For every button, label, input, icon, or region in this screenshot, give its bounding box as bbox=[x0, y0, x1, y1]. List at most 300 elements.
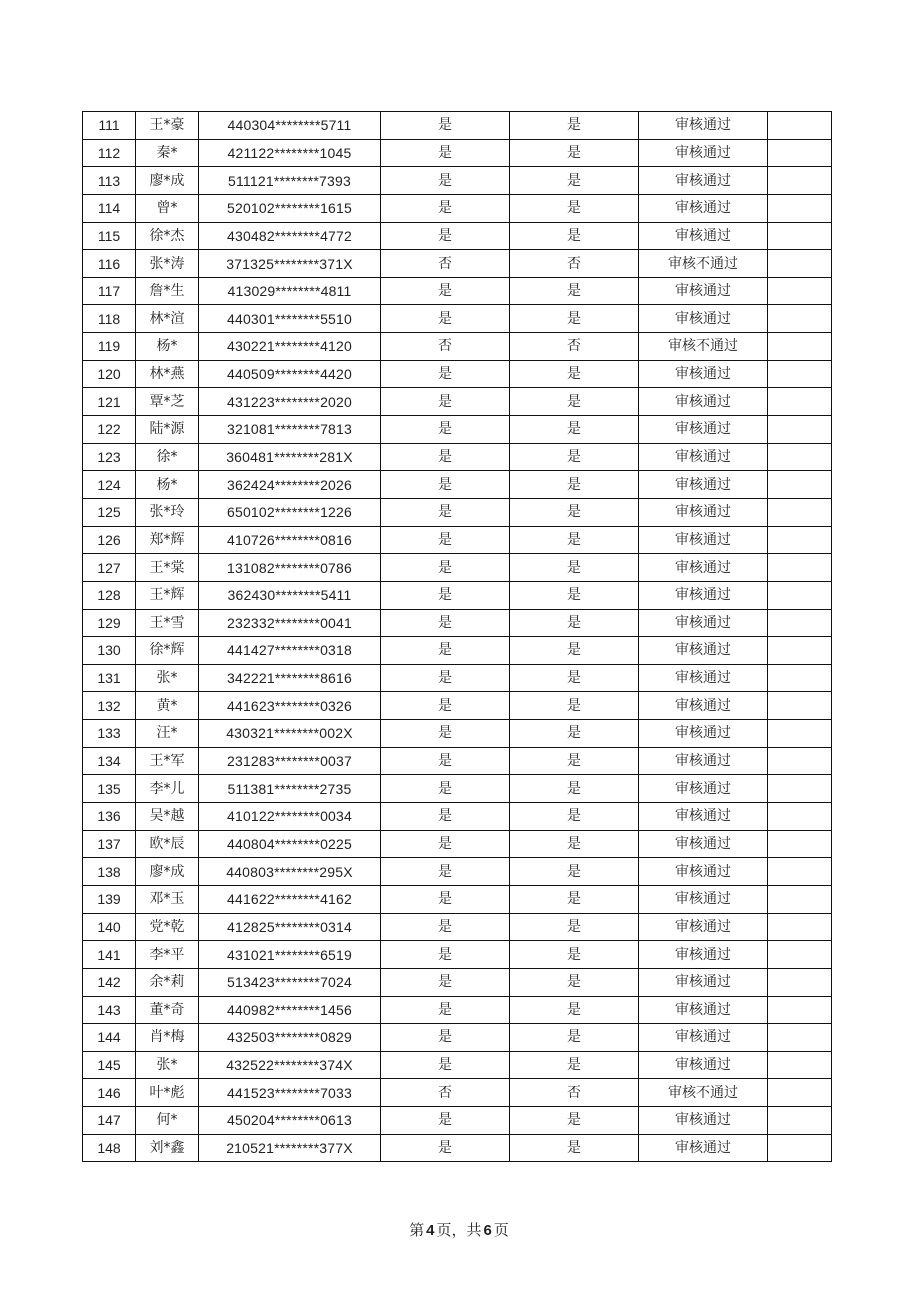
criterion-a-cell: 是 bbox=[381, 830, 510, 858]
id-number-cell: 440509********4420 bbox=[199, 360, 381, 388]
criterion-a-cell: 是 bbox=[381, 1051, 510, 1079]
row-number-cell: 143 bbox=[83, 996, 136, 1024]
footer-middle: 页，共 bbox=[436, 1221, 482, 1239]
id-number-cell: 440304********5711 bbox=[199, 112, 381, 140]
criterion-b-cell: 是 bbox=[510, 305, 639, 333]
id-number-cell: 410122********0034 bbox=[199, 803, 381, 831]
remark-cell bbox=[768, 996, 832, 1024]
id-number-cell: 520102********1615 bbox=[199, 194, 381, 222]
criterion-a-cell: 是 bbox=[381, 747, 510, 775]
remark-cell bbox=[768, 720, 832, 748]
criterion-b-cell: 是 bbox=[510, 1024, 639, 1052]
id-number-cell: 441523********7033 bbox=[199, 1079, 381, 1107]
criterion-a-cell: 是 bbox=[381, 913, 510, 941]
remark-cell bbox=[768, 775, 832, 803]
page-footer bbox=[0, 1219, 918, 1240]
criterion-b-cell: 是 bbox=[510, 498, 639, 526]
remark-cell bbox=[768, 498, 832, 526]
criterion-b-cell: 是 bbox=[510, 996, 639, 1024]
row-number-cell: 136 bbox=[83, 803, 136, 831]
applicant-name-cell: 覃*芝 bbox=[136, 388, 199, 416]
applicant-name-cell: 林*燕 bbox=[136, 360, 199, 388]
applicant-name-cell: 汪* bbox=[136, 720, 199, 748]
applicant-name-cell: 王*棠 bbox=[136, 554, 199, 582]
criterion-a-cell: 是 bbox=[381, 720, 510, 748]
remark-cell bbox=[768, 139, 832, 167]
table-row bbox=[83, 194, 832, 222]
table-row bbox=[83, 581, 832, 609]
id-number-cell: 362430********5411 bbox=[199, 581, 381, 609]
current-page-number: 4 bbox=[426, 1222, 435, 1239]
remark-cell bbox=[768, 112, 832, 140]
remark-cell bbox=[768, 416, 832, 444]
criterion-a-cell: 是 bbox=[381, 222, 510, 250]
table-row bbox=[83, 305, 832, 333]
applicant-name-cell: 曾* bbox=[136, 194, 199, 222]
criterion-a-cell: 是 bbox=[381, 194, 510, 222]
remark-cell bbox=[768, 388, 832, 416]
review-status-cell: 审核通过 bbox=[639, 167, 768, 195]
applicant-name-cell: 李*儿 bbox=[136, 775, 199, 803]
row-number-cell: 120 bbox=[83, 360, 136, 388]
review-status-cell: 审核通过 bbox=[639, 305, 768, 333]
applicant-name-cell: 张*涛 bbox=[136, 250, 199, 278]
row-number-cell: 117 bbox=[83, 277, 136, 305]
remark-cell bbox=[768, 664, 832, 692]
criterion-b-cell: 否 bbox=[510, 250, 639, 278]
applicant-name-cell: 杨* bbox=[136, 471, 199, 499]
remark-cell bbox=[768, 360, 832, 388]
review-status-cell: 审核通过 bbox=[639, 222, 768, 250]
applicant-name-cell: 廖*成 bbox=[136, 167, 199, 195]
table-row bbox=[83, 664, 832, 692]
review-status-cell: 审核不通过 bbox=[639, 250, 768, 278]
review-status-cell: 审核通过 bbox=[639, 858, 768, 886]
table-row bbox=[83, 1079, 832, 1107]
table-row bbox=[83, 1051, 832, 1079]
review-status-cell: 审核通过 bbox=[639, 692, 768, 720]
applicant-name-cell: 陆*源 bbox=[136, 416, 199, 444]
review-status-cell: 审核通过 bbox=[639, 526, 768, 554]
remark-cell bbox=[768, 305, 832, 333]
remark-cell bbox=[768, 803, 832, 831]
id-number-cell: 362424********2026 bbox=[199, 471, 381, 499]
remark-cell bbox=[768, 167, 832, 195]
remark-cell bbox=[768, 554, 832, 582]
row-number-cell: 114 bbox=[83, 194, 136, 222]
review-status-cell: 审核通过 bbox=[639, 775, 768, 803]
criterion-b-cell: 否 bbox=[510, 1079, 639, 1107]
id-number-cell: 511381********2735 bbox=[199, 775, 381, 803]
row-number-cell: 113 bbox=[83, 167, 136, 195]
id-number-cell: 513423********7024 bbox=[199, 968, 381, 996]
row-number-cell: 112 bbox=[83, 139, 136, 167]
criterion-a-cell: 是 bbox=[381, 112, 510, 140]
id-number-cell: 413029********4811 bbox=[199, 277, 381, 305]
table-row bbox=[83, 416, 832, 444]
table-row bbox=[83, 388, 832, 416]
row-number-cell: 127 bbox=[83, 554, 136, 582]
criterion-b-cell: 是 bbox=[510, 139, 639, 167]
remark-cell bbox=[768, 333, 832, 361]
review-status-cell: 审核通过 bbox=[639, 1107, 768, 1135]
applicant-name-cell: 黄* bbox=[136, 692, 199, 720]
id-number-cell: 431021********6519 bbox=[199, 941, 381, 969]
applicant-name-cell: 党*乾 bbox=[136, 913, 199, 941]
criterion-b-cell: 是 bbox=[510, 747, 639, 775]
remark-cell bbox=[768, 747, 832, 775]
criterion-a-cell: 是 bbox=[381, 1107, 510, 1135]
row-number-cell: 111 bbox=[83, 112, 136, 140]
applicant-name-cell: 肖*梅 bbox=[136, 1024, 199, 1052]
remark-cell bbox=[768, 526, 832, 554]
id-number-cell: 440804********0225 bbox=[199, 830, 381, 858]
id-number-cell: 430321********002X bbox=[199, 720, 381, 748]
row-number-cell: 130 bbox=[83, 637, 136, 665]
table-row bbox=[83, 830, 832, 858]
applicant-name-cell: 欧*辰 bbox=[136, 830, 199, 858]
row-number-cell: 123 bbox=[83, 443, 136, 471]
criterion-b-cell: 是 bbox=[510, 913, 639, 941]
criterion-a-cell: 是 bbox=[381, 996, 510, 1024]
review-status-cell: 审核通过 bbox=[639, 360, 768, 388]
row-number-cell: 142 bbox=[83, 968, 136, 996]
review-status-cell: 审核通过 bbox=[639, 913, 768, 941]
table-row bbox=[83, 277, 832, 305]
row-number-cell: 121 bbox=[83, 388, 136, 416]
id-number-cell: 441623********0326 bbox=[199, 692, 381, 720]
criterion-b-cell: 是 bbox=[510, 692, 639, 720]
remark-cell bbox=[768, 913, 832, 941]
id-number-cell: 342221********8616 bbox=[199, 664, 381, 692]
review-status-cell: 审核通过 bbox=[639, 968, 768, 996]
review-status-cell: 审核通过 bbox=[639, 609, 768, 637]
row-number-cell: 135 bbox=[83, 775, 136, 803]
criterion-b-cell: 是 bbox=[510, 885, 639, 913]
id-number-cell: 511121********7393 bbox=[199, 167, 381, 195]
remark-cell bbox=[768, 609, 832, 637]
row-number-cell: 147 bbox=[83, 1107, 136, 1135]
row-number-cell: 128 bbox=[83, 581, 136, 609]
applicant-name-cell: 秦* bbox=[136, 139, 199, 167]
row-number-cell: 118 bbox=[83, 305, 136, 333]
table-row bbox=[83, 360, 832, 388]
review-status-cell: 审核通过 bbox=[639, 581, 768, 609]
id-number-cell: 321081********7813 bbox=[199, 416, 381, 444]
table-row bbox=[83, 167, 832, 195]
criterion-a-cell: 是 bbox=[381, 941, 510, 969]
criterion-b-cell: 是 bbox=[510, 941, 639, 969]
id-number-cell: 232332********0041 bbox=[199, 609, 381, 637]
review-status-cell: 审核不通过 bbox=[639, 333, 768, 361]
criterion-b-cell: 是 bbox=[510, 775, 639, 803]
review-status-cell: 审核通过 bbox=[639, 941, 768, 969]
applicant-name-cell: 郑*辉 bbox=[136, 526, 199, 554]
criterion-a-cell: 是 bbox=[381, 139, 510, 167]
applicant-name-cell: 叶*彪 bbox=[136, 1079, 199, 1107]
row-number-cell: 144 bbox=[83, 1024, 136, 1052]
id-number-cell: 412825********0314 bbox=[199, 913, 381, 941]
remark-cell bbox=[768, 443, 832, 471]
review-status-cell: 审核通过 bbox=[639, 1134, 768, 1162]
id-number-cell: 210521********377X bbox=[199, 1134, 381, 1162]
row-number-cell: 137 bbox=[83, 830, 136, 858]
criterion-a-cell: 是 bbox=[381, 277, 510, 305]
criterion-b-cell: 是 bbox=[510, 277, 639, 305]
table-row bbox=[83, 139, 832, 167]
table-row bbox=[83, 609, 832, 637]
remark-cell bbox=[768, 471, 832, 499]
row-number-cell: 129 bbox=[83, 609, 136, 637]
id-number-cell: 131082********0786 bbox=[199, 554, 381, 582]
criterion-b-cell: 是 bbox=[510, 830, 639, 858]
applicant-name-cell: 徐*杰 bbox=[136, 222, 199, 250]
review-status-cell: 审核通过 bbox=[639, 720, 768, 748]
criterion-b-cell: 是 bbox=[510, 194, 639, 222]
remark-cell bbox=[768, 941, 832, 969]
row-number-cell: 139 bbox=[83, 885, 136, 913]
table-body bbox=[83, 112, 832, 1162]
table-row bbox=[83, 637, 832, 665]
criterion-b-cell: 是 bbox=[510, 1107, 639, 1135]
review-status-cell: 审核通过 bbox=[639, 554, 768, 582]
id-number-cell: 440301********5510 bbox=[199, 305, 381, 333]
table-row bbox=[83, 112, 832, 140]
applicant-name-cell: 杨* bbox=[136, 333, 199, 361]
applicant-name-cell: 刘*鑫 bbox=[136, 1134, 199, 1162]
applicant-name-cell: 廖*成 bbox=[136, 858, 199, 886]
criterion-b-cell: 是 bbox=[510, 609, 639, 637]
review-status-cell: 审核通过 bbox=[639, 664, 768, 692]
row-number-cell: 119 bbox=[83, 333, 136, 361]
applicant-name-cell: 邓*玉 bbox=[136, 885, 199, 913]
id-number-cell: 430221********4120 bbox=[199, 333, 381, 361]
remark-cell bbox=[768, 692, 832, 720]
table-row bbox=[83, 443, 832, 471]
row-number-cell: 133 bbox=[83, 720, 136, 748]
review-status-cell: 审核通过 bbox=[639, 416, 768, 444]
table-row bbox=[83, 1024, 832, 1052]
review-status-cell: 审核通过 bbox=[639, 388, 768, 416]
criterion-b-cell: 是 bbox=[510, 554, 639, 582]
criterion-a-cell: 是 bbox=[381, 858, 510, 886]
remark-cell bbox=[768, 830, 832, 858]
applicant-name-cell: 张*玲 bbox=[136, 498, 199, 526]
table-row bbox=[83, 526, 832, 554]
review-status-cell: 审核不通过 bbox=[639, 1079, 768, 1107]
table-row bbox=[83, 968, 832, 996]
criterion-b-cell: 是 bbox=[510, 526, 639, 554]
criterion-b-cell: 是 bbox=[510, 968, 639, 996]
criterion-a-cell: 是 bbox=[381, 1024, 510, 1052]
criterion-b-cell: 是 bbox=[510, 1134, 639, 1162]
remark-cell bbox=[768, 885, 832, 913]
remark-cell bbox=[768, 250, 832, 278]
remark-cell bbox=[768, 1107, 832, 1135]
id-number-cell: 450204********0613 bbox=[199, 1107, 381, 1135]
review-status-cell: 审核通过 bbox=[639, 637, 768, 665]
row-number-cell: 122 bbox=[83, 416, 136, 444]
remark-cell bbox=[768, 581, 832, 609]
remark-cell bbox=[768, 968, 832, 996]
remark-cell bbox=[768, 1051, 832, 1079]
applicant-name-cell: 吴*越 bbox=[136, 803, 199, 831]
applicant-name-cell: 何* bbox=[136, 1107, 199, 1135]
row-number-cell: 146 bbox=[83, 1079, 136, 1107]
row-number-cell: 134 bbox=[83, 747, 136, 775]
criterion-b-cell: 是 bbox=[510, 360, 639, 388]
review-status-cell: 审核通过 bbox=[639, 194, 768, 222]
review-status-cell: 审核通过 bbox=[639, 747, 768, 775]
applicant-name-cell: 董*奇 bbox=[136, 996, 199, 1024]
remark-cell bbox=[768, 222, 832, 250]
review-status-cell: 审核通过 bbox=[639, 996, 768, 1024]
table-row bbox=[83, 554, 832, 582]
total-pages-number: 6 bbox=[483, 1222, 492, 1239]
table-row bbox=[83, 471, 832, 499]
criterion-a-cell: 否 bbox=[381, 333, 510, 361]
remark-cell bbox=[768, 1134, 832, 1162]
criterion-b-cell: 是 bbox=[510, 112, 639, 140]
applicant-name-cell: 张* bbox=[136, 664, 199, 692]
table-row bbox=[83, 885, 832, 913]
criterion-a-cell: 是 bbox=[381, 388, 510, 416]
id-number-cell: 440982********1456 bbox=[199, 996, 381, 1024]
table-row bbox=[83, 803, 832, 831]
row-number-cell: 124 bbox=[83, 471, 136, 499]
row-number-cell: 141 bbox=[83, 941, 136, 969]
criterion-a-cell: 否 bbox=[381, 250, 510, 278]
table-row bbox=[83, 941, 832, 969]
review-status-cell: 审核通过 bbox=[639, 277, 768, 305]
applicant-name-cell: 张* bbox=[136, 1051, 199, 1079]
criterion-a-cell: 是 bbox=[381, 360, 510, 388]
remark-cell bbox=[768, 858, 832, 886]
review-status-cell: 审核通过 bbox=[639, 471, 768, 499]
row-number-cell: 126 bbox=[83, 526, 136, 554]
criterion-a-cell: 是 bbox=[381, 1134, 510, 1162]
criterion-a-cell: 是 bbox=[381, 554, 510, 582]
criterion-a-cell: 是 bbox=[381, 167, 510, 195]
id-number-cell: 430482********4772 bbox=[199, 222, 381, 250]
criterion-b-cell: 是 bbox=[510, 416, 639, 444]
row-number-cell: 125 bbox=[83, 498, 136, 526]
criterion-b-cell: 是 bbox=[510, 637, 639, 665]
id-number-cell: 432503********0829 bbox=[199, 1024, 381, 1052]
table-row bbox=[83, 996, 832, 1024]
criterion-a-cell: 否 bbox=[381, 1079, 510, 1107]
criterion-a-cell: 是 bbox=[381, 471, 510, 499]
review-status-cell: 审核通过 bbox=[639, 885, 768, 913]
table-row bbox=[83, 333, 832, 361]
criterion-a-cell: 是 bbox=[381, 664, 510, 692]
review-status-cell: 审核通过 bbox=[639, 1051, 768, 1079]
row-number-cell: 131 bbox=[83, 664, 136, 692]
criterion-a-cell: 是 bbox=[381, 416, 510, 444]
table-row bbox=[83, 222, 832, 250]
applicant-name-cell: 王*辉 bbox=[136, 581, 199, 609]
review-status-cell: 审核通过 bbox=[639, 443, 768, 471]
criterion-b-cell: 是 bbox=[510, 581, 639, 609]
criterion-b-cell: 是 bbox=[510, 471, 639, 499]
criterion-b-cell: 是 bbox=[510, 720, 639, 748]
id-number-cell: 431223********2020 bbox=[199, 388, 381, 416]
review-status-cell: 审核通过 bbox=[639, 139, 768, 167]
criterion-a-cell: 是 bbox=[381, 775, 510, 803]
id-number-cell: 432522********374X bbox=[199, 1051, 381, 1079]
id-number-cell: 421122********1045 bbox=[199, 139, 381, 167]
criterion-a-cell: 是 bbox=[381, 609, 510, 637]
criterion-b-cell: 是 bbox=[510, 443, 639, 471]
row-number-cell: 132 bbox=[83, 692, 136, 720]
review-status-cell: 审核通过 bbox=[639, 112, 768, 140]
table-row bbox=[83, 1107, 832, 1135]
criterion-a-cell: 是 bbox=[381, 637, 510, 665]
criterion-b-cell: 否 bbox=[510, 333, 639, 361]
applicant-name-cell: 詹*生 bbox=[136, 277, 199, 305]
row-number-cell: 140 bbox=[83, 913, 136, 941]
row-number-cell: 145 bbox=[83, 1051, 136, 1079]
table-row bbox=[83, 747, 832, 775]
criterion-a-cell: 是 bbox=[381, 498, 510, 526]
review-status-cell: 审核通过 bbox=[639, 803, 768, 831]
remark-cell bbox=[768, 637, 832, 665]
criterion-a-cell: 是 bbox=[381, 443, 510, 471]
criterion-b-cell: 是 bbox=[510, 803, 639, 831]
id-number-cell: 650102********1226 bbox=[199, 498, 381, 526]
criterion-a-cell: 是 bbox=[381, 968, 510, 996]
remark-cell bbox=[768, 1079, 832, 1107]
review-status-cell: 审核通过 bbox=[639, 1024, 768, 1052]
criterion-b-cell: 是 bbox=[510, 858, 639, 886]
applicant-name-cell: 王*军 bbox=[136, 747, 199, 775]
table-row bbox=[83, 1134, 832, 1162]
criterion-a-cell: 是 bbox=[381, 526, 510, 554]
table-row bbox=[83, 498, 832, 526]
table-row bbox=[83, 250, 832, 278]
table-row bbox=[83, 720, 832, 748]
criterion-a-cell: 是 bbox=[381, 305, 510, 333]
id-number-cell: 371325********371X bbox=[199, 250, 381, 278]
criterion-b-cell: 是 bbox=[510, 1051, 639, 1079]
criterion-a-cell: 是 bbox=[381, 885, 510, 913]
applicant-name-cell: 李*平 bbox=[136, 941, 199, 969]
table-row bbox=[83, 858, 832, 886]
criterion-b-cell: 是 bbox=[510, 222, 639, 250]
criterion-a-cell: 是 bbox=[381, 581, 510, 609]
row-number-cell: 115 bbox=[83, 222, 136, 250]
id-number-cell: 440803********295X bbox=[199, 858, 381, 886]
table-row bbox=[83, 913, 832, 941]
footer-suffix: 页 bbox=[493, 1221, 509, 1239]
applicant-name-cell: 林*渲 bbox=[136, 305, 199, 333]
applicant-name-cell: 王*雪 bbox=[136, 609, 199, 637]
footer-prefix: 第 bbox=[409, 1221, 425, 1239]
criterion-b-cell: 是 bbox=[510, 664, 639, 692]
applicant-name-cell: 徐* bbox=[136, 443, 199, 471]
id-number-cell: 410726********0816 bbox=[199, 526, 381, 554]
review-status-cell: 审核通过 bbox=[639, 498, 768, 526]
criterion-b-cell: 是 bbox=[510, 167, 639, 195]
review-status-cell: 审核通过 bbox=[639, 830, 768, 858]
criterion-a-cell: 是 bbox=[381, 803, 510, 831]
id-number-cell: 441622********4162 bbox=[199, 885, 381, 913]
table-row bbox=[83, 775, 832, 803]
id-number-cell: 441427********0318 bbox=[199, 637, 381, 665]
applicant-name-cell: 王*豪 bbox=[136, 112, 199, 140]
remark-cell bbox=[768, 277, 832, 305]
id-number-cell: 231283********0037 bbox=[199, 747, 381, 775]
